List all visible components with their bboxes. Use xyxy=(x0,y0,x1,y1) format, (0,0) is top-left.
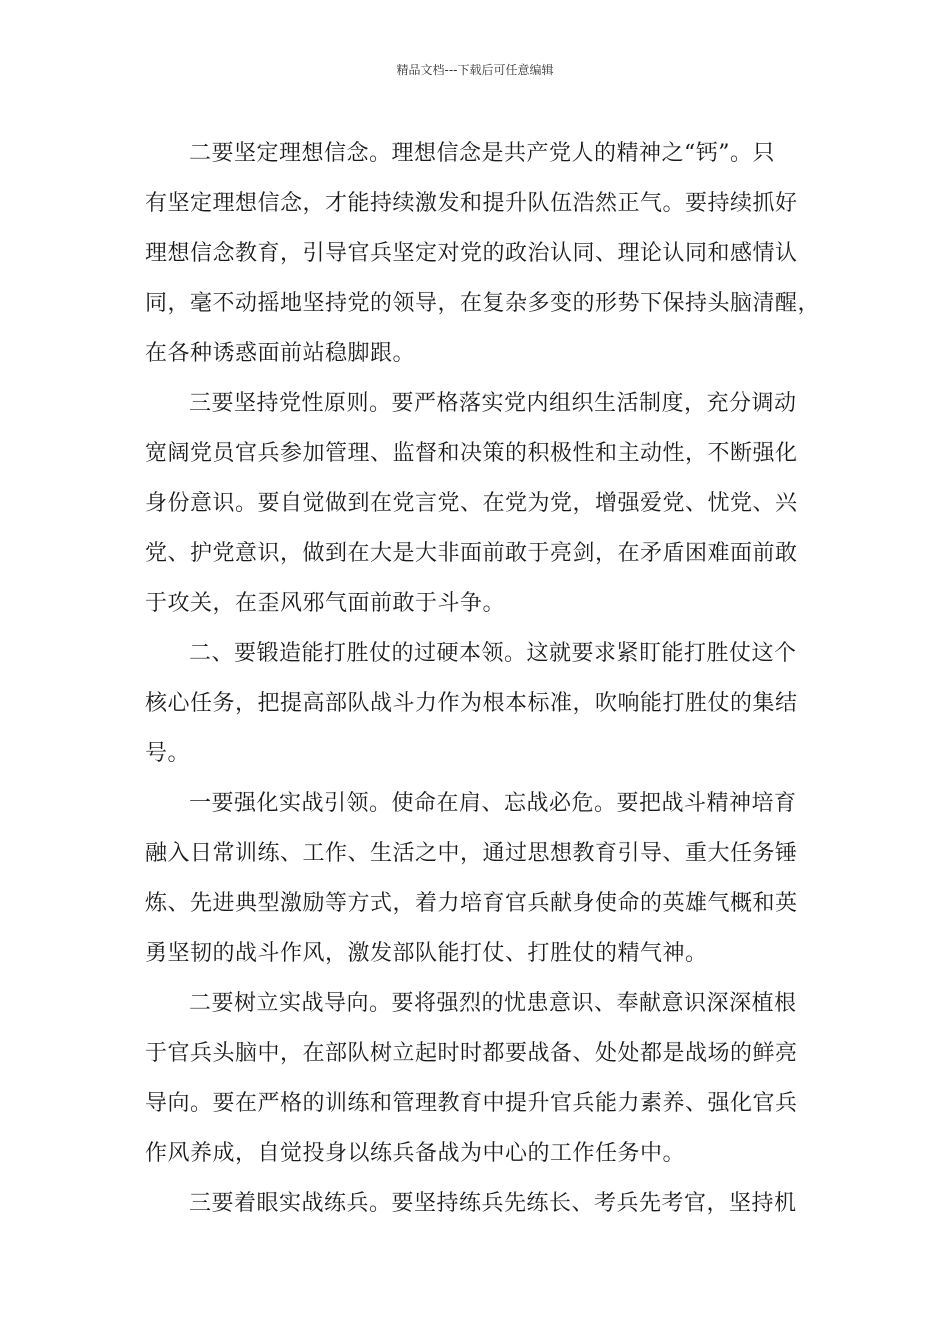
paragraph xyxy=(145,779,807,979)
text-line: 融入日常训练、工作、生活之中，通过思想教育引导、重大任务锤 xyxy=(145,841,798,866)
text-line: 炼、先进典型激励等方式，着力培育官兵献身使命的英雄气概和英 xyxy=(145,891,798,916)
document-body xyxy=(145,129,821,1229)
text-line: 于官兵头脑中，在部队树立起时时都要战备、处处都是战场的鲜亮 xyxy=(145,1041,798,1066)
text-line: 宽阔党员官兵参加管理、监督和决策的积极性和主动性，不断强化 xyxy=(145,441,798,466)
text-line: 勇坚韧的战斗作风，激发部队能打仗、打胜仗的精气神。 xyxy=(145,941,708,966)
text-line: 作风养成，自觉投身以练兵备战为中心的工作任务中。 xyxy=(145,1141,686,1166)
paragraph xyxy=(145,629,807,779)
paragraph xyxy=(145,379,807,629)
text-line: 二、要锻造能打胜仗的过硬本领。这就要求紧盯能打胜仗这个 xyxy=(189,641,797,666)
text-line: 同，毫不动摇地坚持党的领导，在复杂多变的形势下保持头脑清醒， xyxy=(145,291,821,316)
text-line: 号。 xyxy=(145,741,191,766)
text-line: 三要坚持党性原则。要严格落实党内组织生活制度，充分调动 xyxy=(189,391,797,416)
page-header: 精品文档---下载后可任意编辑 xyxy=(396,63,554,77)
text-line: 在各种诱惑面前站稳脚跟。 xyxy=(145,341,416,366)
paragraph xyxy=(145,1179,807,1229)
text-line: 党、护党意识，做到在大是大非面前敢于亮剑，在矛盾困难面前敢 xyxy=(145,541,798,566)
text-line: 核心任务，把提高部队战斗力作为根本标准，吹响能打胜仗的集结 xyxy=(145,691,798,716)
text-line: 一要强化实战引领。使命在肩、忘战必危。要把战斗精神培育 xyxy=(189,791,797,816)
text-line: 有坚定理想信念，才能持续激发和提升队伍浩然正气。要持续抓好 xyxy=(145,191,798,216)
text-line: 身份意识。要自觉做到在党言党、在党为党，增强爱党、忧党、兴 xyxy=(145,491,798,516)
text-line: 理想信念教育，引导官兵坚定对党的政治认同、理论认同和感情认 xyxy=(145,241,798,266)
paragraph xyxy=(145,129,821,379)
text-line: 导向。要在严格的训练和管理教育中提升官兵能力素养、强化官兵 xyxy=(145,1091,798,1116)
text-line: 二要树立实战导向。要将强烈的忧患意识、奉献意识深深植根 xyxy=(189,991,797,1016)
text-line: 于攻关，在歪风邪气面前敢于斗争。 xyxy=(145,591,506,616)
text-line: 三要着眼实战练兵。要坚持练兵先练长、考兵先考官，坚持机 xyxy=(189,1191,797,1216)
paragraph xyxy=(145,979,807,1179)
text-line: 二要坚定理想信念。理想信念是共产党人的精神之“钙”。只 xyxy=(189,141,775,166)
